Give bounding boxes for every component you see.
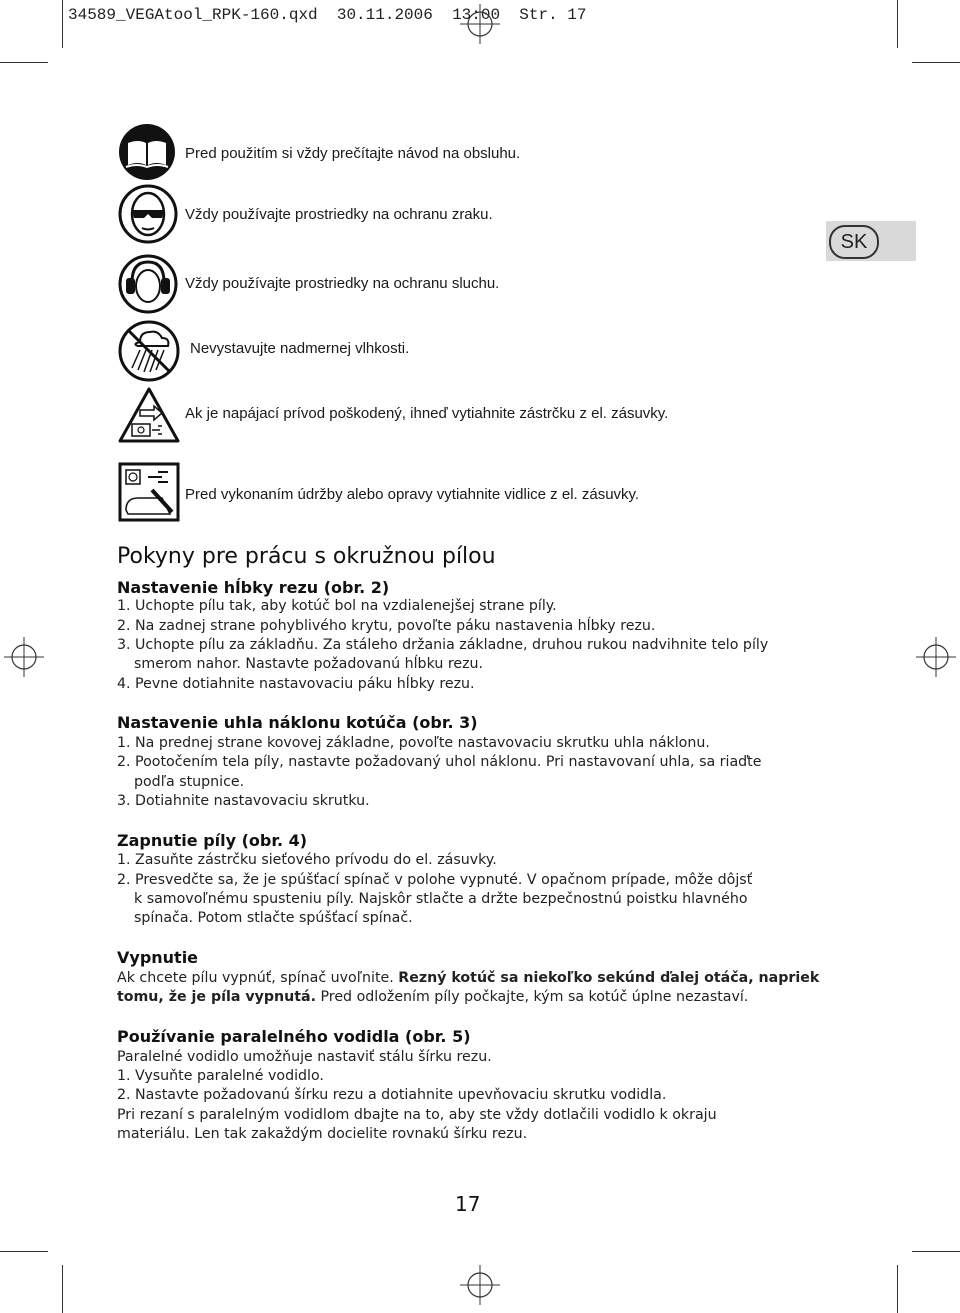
crop-mark <box>0 1251 48 1252</box>
depth-step-2: 2. Na zadnej strane pohyblivého krytu, povoľte páku nastavenia hĺbky rezu. <box>117 618 656 634</box>
crop-mark <box>0 62 48 63</box>
warning-text-moisture: Nevystavujte nadmernej vlhkosti. <box>190 340 410 357</box>
slug-time: 13:00 <box>452 6 501 24</box>
warning-text-read-manual: Pred použitím si vždy prečítajte návod na obsluhu. <box>185 145 521 162</box>
page-title: Pokyny pre prácu s okružnou pílou <box>117 544 496 569</box>
crop-mark <box>62 1265 63 1313</box>
crop-mark <box>62 0 63 48</box>
depth-step-3: 3. Uchopte pílu za základňu. Za stáleho držania základne, druhou rukou nadvihnite telo píly <box>117 637 769 653</box>
crop-mark <box>897 0 898 48</box>
switch-off-warning-cont: tomu, že je píla vypnutá. <box>117 989 316 1005</box>
section-heading-parallel-guide: Používanie paralelného vodidla (obr. 5) <box>117 1027 471 1046</box>
warning-text-maintenance: Pred vykonaním údržby alebo opravy vytiahnite vidlice z el. zásuvky. <box>185 486 640 503</box>
crop-mark <box>912 62 960 63</box>
ear-protection-icon <box>118 254 178 314</box>
print-slug <box>68 6 587 24</box>
maintenance-unplug-icon <box>118 462 180 522</box>
eye-protection-icon <box>118 184 178 244</box>
switch-on-step-1: 1. Zasuňte zástrčku sieťového prívodu do el. zásuvky. <box>117 852 497 868</box>
language-tab <box>826 221 916 261</box>
registration-mark-top <box>460 4 500 44</box>
bevel-step-1: 1. Na prednej strane kovovej základne, povoľte nastavovaciu skrutku uhla náklonu. <box>117 735 710 751</box>
slug-page: Str. 17 <box>519 6 587 24</box>
bevel-step-3: 3. Dotiahnite nastavovaciu skrutku. <box>117 793 370 809</box>
switch-on-step-2-cont: k samovoľnému spusteniu píly. Najskôr stlačte a držte bezpečnostnú poistku hlavného <box>134 891 748 907</box>
depth-step-1: 1. Uchopte pílu tak, aby kotúč bol na vzdialenejšej strane píly. <box>117 598 557 614</box>
language-code: SK <box>829 225 879 259</box>
depth-step-3-cont: smerom nahor. Nastavte požadovanú hĺbku rezu. <box>134 656 484 672</box>
registration-mark-right <box>916 637 956 677</box>
section-heading-depth: Nastavenie hĺbky rezu (obr. 2) <box>117 578 390 597</box>
registration-mark-left <box>4 637 44 677</box>
crop-mark <box>912 1251 960 1252</box>
bevel-step-2-cont: podľa stupnice. <box>134 774 245 790</box>
switch-off-text-cont: Pred odložením píly počkajte, kým sa kotúč úplne nezastaví. <box>315 989 749 1005</box>
warning-text-damaged-cord: Ak je napájací prívod poškodený, ihneď vytiahnite zástrčku z el. zásuvky. <box>185 405 669 422</box>
warning-text-eye-protection: Vždy používajte prostriedky na ochranu zraku. <box>185 206 493 223</box>
switch-off-line-2 <box>117 989 748 1005</box>
section-heading-bevel: Nastavenie uhla náklonu kotúča (obr. 3) <box>117 713 478 732</box>
switch-on-step-2-cont2: spínača. Potom stlačte spúšťací spínač. <box>134 910 413 926</box>
switch-off-text: Ak chcete pílu vypnúť, spínač uvoľnite. <box>117 970 399 986</box>
guide-note-cont: materiálu. Len tak zakaždým docielite rovnakú šírku rezu. <box>117 1126 528 1142</box>
section-heading-switch-off: Vypnutie <box>117 948 199 967</box>
guide-note: Pri rezaní s paralelným vodidlom dbajte na to, aby ste vždy dotlačili vodidlo k okraju <box>117 1107 717 1123</box>
slug-filename: 34589_VEGAtool_RPK-160.qxd <box>68 6 318 24</box>
switch-off-line-1 <box>117 970 819 986</box>
bevel-step-2: 2. Pootočením tela píly, nastavte požadovaný uhol náklonu. Pri nastavovaní uhla, sa riaďte <box>117 754 762 770</box>
unplug-warning-icon <box>118 386 180 444</box>
book-icon <box>118 123 176 181</box>
depth-step-4: 4. Pevne dotiahnite nastavovaciu páku hĺbky rezu. <box>117 676 475 692</box>
no-rain-icon <box>118 320 180 382</box>
crop-mark <box>897 1265 898 1313</box>
guide-intro: Paralelné vodidlo umožňuje nastaviť stálu šírku rezu. <box>117 1049 492 1065</box>
slug-date: 30.11.2006 <box>336 6 433 24</box>
guide-step-2: 2. Nastavte požadovanú šírku rezu a dotiahnite upevňovaciu skrutku vodidla. <box>117 1087 667 1103</box>
page-number: 17 <box>455 1192 481 1216</box>
section-heading-switch-on: Zapnutie píly (obr. 4) <box>117 831 308 850</box>
switch-on-step-2: 2. Presvedčte sa, že je spúšťací spínač v polohe vypnuté. V opačnom prípade, môže dôjsť <box>117 872 753 888</box>
registration-mark-bottom <box>460 1265 500 1305</box>
warning-text-ear-protection: Vždy používajte prostriedky na ochranu sluchu. <box>185 275 500 292</box>
guide-step-1: 1. Vysuňte paralelné vodidlo. <box>117 1068 324 1084</box>
switch-off-warning: Rezný kotúč sa niekoľko sekúnd ďalej otáča, napriek <box>398 970 820 986</box>
